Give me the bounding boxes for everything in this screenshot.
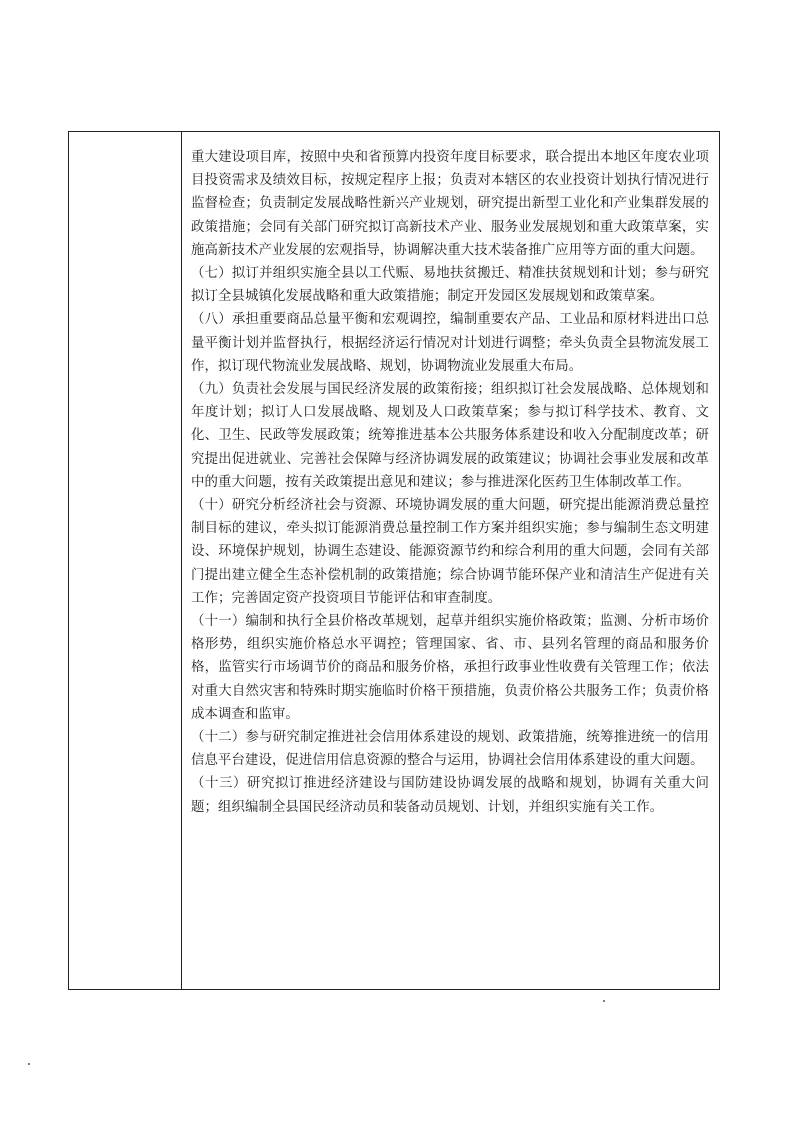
document-table: [68, 131, 720, 990]
table-label-column: [69, 132, 182, 989]
paragraph-intro: 重大建设项目库，按照中央和省预算内投资年度目标要求，联合提出本地区年度农业项目投资需求及绩效目标，按规定程序上报；负责对本辖区的农业投资计划执行情况进行监督检查；负责制定发展战略性新兴产业规划，研究提出新型工业化和产业集群发展的政策措施；会同有关部门研究拟订高新技术产业、服务业发展规划和重大政策草案，实施高新技术产业发展的宏观指导，协调解决重大技术装备推广应用等方面的重大问题。: [191, 150, 709, 258]
paragraph-item-8: （八）承担重要商品总量平衡和宏观调控，编制重要农产品、工业品和原材料进出口总量平衡计划并监督执行，根据经济运行情况对计划进行调整；牵头负责全县物流发展工作，拟订现代物流业发展战略、规划，协调物流业发展重大布局。: [191, 312, 709, 374]
paragraph-item-11: （十一）编制和执行全县价格改革规划，起草并组织实施价格政策；监测、分析市场价格形势，组织实施价格总水平调控；管理国家、省、市、县列名管理的商品和服务价格，监管实行市场调节价的商品和服务价格，承担行政事业性收费有关管理工作；依法对重大自然灾害和特殊时期实施临时价格干预措施，负责价格公共服务工作；负责价格成本调查和监审。: [191, 614, 709, 722]
scan-speck: [28, 1063, 30, 1065]
table-content-column: [182, 132, 719, 989]
scan-speck: [603, 1000, 605, 1002]
paragraph-item-12: （十二）参与研究制定推进社会信用体系建设的规划、政策措施，统筹推进统一的信用信息平台建设，促进信用信息资源的整合与运用，协调社会信用体系建设的重大问题。: [191, 730, 709, 769]
paragraph-item-10: （十）研究分析经济社会与资源、环境协调发展的重大问题，研究提出能源消费总量控制目标的建议，牵头拟订能源消费总量控制工作方案并组织实施；参与编制生态文明建设、环境保护规划，协调生态建设、能源资源节约和综合利用的重大问题，会同有关部门提出建立健全生态补偿机制的政策措施；综合协调节能环保产业和清洁生产促进有关工作；完善固定资产投资项目节能评估和审查制度。: [191, 498, 709, 606]
paragraph-item-7: （七）拟订并组织实施全县以工代赈、易地扶贫搬迁、精准扶贫规划和计划；参与研究拟订全县城镇化发展战略和重大政策措施；制定开发园区发展规划和政策草案。: [191, 266, 709, 305]
paragraph-item-9: （九）负责社会发展与国民经济发展的政策衔接；组织拟订社会发展战略、总体规划和年度计划；拟订人口发展战略、规划及人口政策草案；参与拟订科学技术、教育、文化、卫生、民政等发展政策；统筹推进基本公共服务体系建设和收入分配制度改革；研究提出促进就业、完善社会保障与经济协调发展的政策建议；协调社会事业发展和改革中的重大问题，按有关政策提出意见和建议；参与推进深化医药卫生体制改革工作。: [191, 382, 709, 490]
paragraph-item-13: （十三）研究拟订推进经济建设与国防建设协调发展的战略和规划，协调有关重大问题；组织编制全县国民经济动员和装备动员规划、计划，并组织实施有关工作。: [191, 776, 709, 815]
